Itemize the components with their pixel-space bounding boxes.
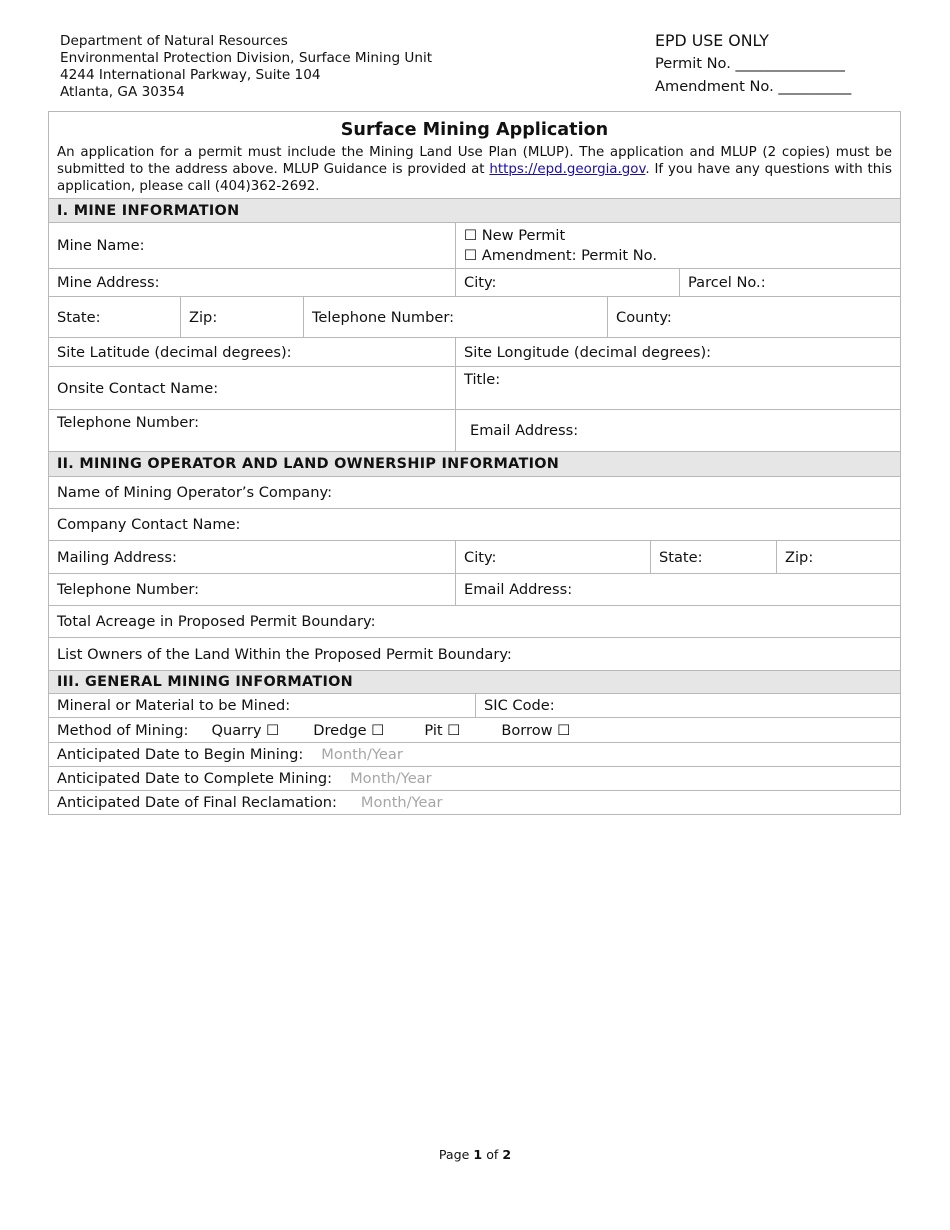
section-heading-operator-info: II. MINING OPERATOR AND LAND OWNERSHIP INFORMATION [49, 451, 900, 476]
page-word: Page [438, 1147, 470, 1162]
row-complete-date [49, 766, 900, 790]
row-company-name [49, 476, 900, 508]
mailing-state-field[interactable]: State: [650, 541, 776, 573]
mailing-city-field[interactable]: City: [455, 541, 650, 573]
intro-text-1: An application for a permit must include the Mining Land Use Plan (MLUP). The application and MLUP (2 copies) must be submitted to the address above. MLUP Guidance is provided at [57, 145, 892, 177]
section-heading-general-info: III. GENERAL MINING INFORMATION [49, 670, 900, 693]
parcel-no-field[interactable]: Parcel No.: [679, 269, 900, 296]
row-land-owners [49, 637, 900, 670]
sic-code-field[interactable]: SIC Code: [475, 694, 900, 717]
quarry-checkbox[interactable]: Quarry ☐ [211, 721, 280, 739]
begin-date-label: Anticipated Date to Begin Mining: [57, 746, 304, 763]
onsite-telephone-field[interactable]: Telephone Number: [57, 414, 200, 431]
mine-city-field[interactable]: City: [455, 269, 679, 296]
page-current: 1 [473, 1147, 483, 1162]
mineral-field[interactable]: Mineral or Material to be Mined: [57, 697, 291, 714]
county-field[interactable]: County: [607, 297, 900, 337]
site-longitude-field[interactable]: Site Longitude (decimal degrees): [455, 338, 900, 366]
agency-street: 4244 International Parkway, Suite 104 [60, 67, 321, 83]
site-latitude-field[interactable]: Site Latitude (decimal degrees): [57, 343, 292, 361]
row-mine-name [49, 222, 900, 268]
complete-date-label: Anticipated Date to Complete Mining: [57, 770, 333, 787]
operator-telephone-field[interactable]: Telephone Number: [57, 581, 200, 598]
amendment-checkbox[interactable]: ☐ Amendment: Permit No. [464, 246, 657, 264]
row-operator-phone-email [49, 573, 900, 605]
complete-date-field[interactable] [49, 767, 900, 790]
row-contact-phone-email [49, 409, 900, 451]
row-mining-method [49, 717, 900, 742]
intro-text-2: . If you have any questions with this application, please call (404)362-2692. [57, 162, 892, 194]
reclamation-date-placeholder: Month/Year [360, 794, 443, 811]
complete-date-placeholder: Month/Year [350, 770, 432, 787]
total-acreage-field[interactable]: Total Acreage in Proposed Permit Boundary: [57, 613, 376, 630]
new-permit-checkbox[interactable]: ☐ New Permit [464, 226, 566, 244]
onsite-email-field[interactable]: Email Address: [455, 410, 900, 451]
section-heading-mine-info: I. MINE INFORMATION [49, 198, 900, 222]
row-mineral [49, 693, 900, 717]
mine-name-field[interactable]: Mine Name: [57, 237, 145, 254]
agency-division: Environmental Protection Division, Surface Mining Unit [60, 50, 433, 66]
mine-address-field[interactable]: Mine Address: [57, 274, 160, 291]
company-contact-field[interactable]: Company Contact Name: [57, 516, 241, 533]
guidance-link[interactable]: https://epd.georgia.gov [489, 162, 646, 177]
row-reclamation-date [49, 790, 900, 814]
row-mailing-address [49, 540, 900, 573]
row-company-contact [49, 508, 900, 540]
row-coordinates [49, 337, 900, 366]
epd-use-only-block [655, 29, 851, 98]
mine-zip-field[interactable]: Zip: [180, 297, 303, 337]
of-word: of [486, 1147, 499, 1162]
row-mine-address [49, 268, 900, 296]
row-total-acreage [49, 605, 900, 637]
mine-telephone-field[interactable]: Telephone Number: [303, 297, 607, 337]
contact-title-field[interactable]: Title: [455, 367, 900, 409]
epd-use-heading: EPD USE ONLY [655, 31, 769, 50]
form-title: Surface Mining Application [340, 120, 609, 140]
mining-method-label: Method of Mining: [57, 721, 189, 739]
reclamation-date-label: Anticipated Date of Final Reclamation: [57, 794, 337, 811]
mailing-address-field[interactable]: Mailing Address: [57, 548, 177, 566]
reclamation-date-field[interactable] [49, 791, 900, 814]
borrow-checkbox[interactable]: Borrow ☐ [501, 721, 571, 739]
amendment-no-field[interactable]: Amendment No. __________ [655, 78, 852, 95]
permit-no-field[interactable]: Permit No. _______________ [655, 55, 845, 72]
application-form [48, 111, 901, 815]
land-owners-field[interactable]: List Owners of the Land Within the Proposed Permit Boundary: [57, 645, 512, 663]
page-total: 2 [502, 1147, 512, 1162]
mining-method-group [49, 718, 900, 742]
form-intro [49, 140, 900, 198]
page-number [0, 1147, 950, 1162]
dredge-checkbox[interactable]: Dredge ☐ [313, 721, 385, 739]
mine-state-field[interactable]: State: [57, 308, 101, 326]
row-state-zip [49, 296, 900, 337]
agency-city: Atlanta, GA 30354 [60, 84, 185, 100]
mailing-zip-field[interactable]: Zip: [776, 541, 900, 573]
row-begin-date [49, 742, 900, 766]
onsite-contact-field[interactable]: Onsite Contact Name: [57, 379, 219, 397]
begin-date-placeholder: Month/Year [321, 746, 403, 763]
company-name-field[interactable]: Name of Mining Operator’s Company: [57, 484, 332, 501]
permit-type-options [455, 223, 900, 268]
agency-address-block [60, 33, 432, 101]
operator-email-field[interactable]: Email Address: [455, 574, 900, 605]
agency-department: Department of Natural Resources [60, 33, 288, 49]
pit-checkbox[interactable]: Pit ☐ [424, 721, 461, 739]
row-onsite-contact [49, 366, 900, 409]
begin-date-field[interactable] [49, 743, 900, 766]
